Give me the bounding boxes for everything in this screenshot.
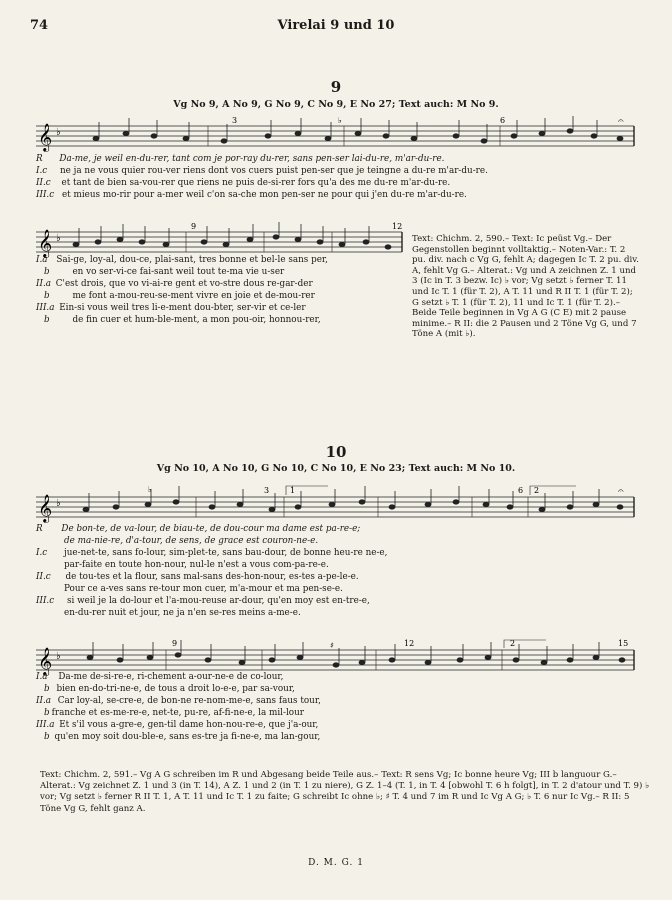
- svg-text:♭: ♭: [56, 233, 61, 244]
- lyric-text: de tou-tes et la flour, sans mal-sans des-hon-nour, es-tes a-pe-le-e.: [65, 572, 359, 582]
- lyric-text: par-faite en toute hon-nour, nul-le n'est a vous com-pa-re-e.: [64, 560, 329, 570]
- measure-number: 3: [232, 116, 238, 125]
- lyric-line: [36, 255, 406, 267]
- verse-label: III.a: [36, 303, 55, 313]
- piece-9-stanza-lyrics: [36, 255, 406, 327]
- verse-label: R: [36, 524, 43, 534]
- svg-text:♭: ♭: [338, 116, 342, 125]
- page-number: 74: [30, 18, 49, 33]
- verse-label: II.a: [36, 279, 51, 289]
- piece-9-sources: Vg No 9, A No 9, G No 9, C No 9, E No 27; Text auch: M No 9.: [173, 99, 499, 110]
- lyric-text: Da-me, je weil en-du-rer, tant com je por-ray du-rer, sans pen-ser lai-du-re, m'ar-du-re.: [59, 154, 445, 164]
- lyric-line: [36, 560, 646, 572]
- lyric-line: [36, 178, 646, 190]
- lyric-line: [36, 536, 646, 548]
- lyric-text: si weil je la do-lour et l'a-mou-reuse ar-dour, qu'en moy est en-tre-e,: [66, 596, 370, 606]
- lyric-text: et tant de bien sa-vou-rer que riens ne puis de-si-rer fors qu'a des me du-re m'ar-du-re.: [61, 178, 451, 188]
- verse-label: II.c: [36, 572, 51, 582]
- piece-10-footnote: Text: Chichm. 2, 591.– Vg A G schreiben im R und Abgesang beide Teile aus.– Text: R sens Vg; Ic bonne heure Vg; III b languour G.– Alterat.: Vg zeichnet Z. 1 und 3 (in T. 14), A Z. 1 und 2 (in T. 1 zu niere), G Z. 1–4 (T. 1, in T. 4 [obwohl T. 6 h folgt], in T. 2 d'atour und T. 9) ♭ vor; Vg setzt ♭ ferner R II T. 1, A T. 11 und Ic T. 1 zu faite; G schreibt Ic ohne ♭; ♯ T. 4 und 7 im R und Ic Vg A G; ♭ T. 6 nur Ic Vg.– R II: 5 Töne Vg G, fehlt ganz A.: [40, 770, 650, 814]
- lyric-line: [36, 267, 406, 279]
- lyric-text: Da-me de-si-re-e, ri-chement a-our-ne-e de co-lour,: [58, 672, 284, 682]
- verse-label: III.a: [36, 720, 55, 730]
- lyric-line: [36, 303, 406, 315]
- lyric-text: de ma-nie-re, d'a-tour, de sens, de grace est couron-ne-e.: [64, 536, 319, 546]
- measure-number: 1: [290, 486, 296, 495]
- lyric-text: jue-net-te, sans fo-lour, sim-plet-te, sans bau-dour, de bonne heu-re ne-e,: [64, 548, 388, 558]
- lyric-text: Et s'il vous a-gre-e, gen-til dame hon-nou-re-e, que j'a-our,: [59, 720, 319, 730]
- verse-label: I.c: [36, 166, 48, 176]
- lyric-line: [36, 720, 646, 732]
- lyric-text: en-du-rer nuit et jour, ne ja n'en se-res meins a-me-e.: [64, 608, 301, 618]
- svg-text:♯: ♯: [330, 641, 334, 650]
- piece-10-number: 10: [325, 443, 347, 461]
- lyric-line: [36, 291, 406, 303]
- piece-10-refrain-lyrics: [36, 524, 646, 620]
- printer-signature: D. M. G. 1: [308, 858, 364, 868]
- lyric-line: [36, 548, 646, 560]
- lyric-line: [36, 190, 646, 202]
- measure-number: 12: [392, 222, 403, 231]
- measure-number: 3: [264, 486, 270, 495]
- verse-label: III.c: [36, 190, 55, 200]
- lyric-text: Car loy-al, se-cre-e, de bon-ne re-nom-me-e, sans faus tour,: [57, 696, 321, 706]
- lyric-line: [36, 672, 646, 684]
- treble-clef-icon: 𝄞: [38, 123, 53, 151]
- lyric-text: de fin cuer et hum-ble-ment, a mon pou-oir, honnou-rer,: [72, 315, 321, 325]
- verse-label: b: [44, 732, 50, 742]
- piece-9-number: 9: [330, 78, 342, 96]
- svg-text:♭: ♭: [56, 651, 61, 662]
- lyric-text: Pour ce a-ves sans re-tour mon cuer, m'a-mour et ma pen-se-e.: [64, 584, 343, 594]
- lyric-text: et mieus mo-rir pour a-mer weil c'on sa-che mon pen-ser ne pour qui j'en du-re m'ar-du-re.: [61, 190, 467, 200]
- page-header: [0, 18, 672, 38]
- piece-9-critical-note: Text: Chichm. 2, 590.– Text: Ic peüst Vg.– Der Gegenstollen beginnt volltaktig.– Noten-Var.: T. 2 pu. div. nach c Vg G, fehlt A; dagegen Ic T. 2 pu. div. A, fehlt Vg G.– Alterat.: Vg und A zeichnen Z. 1 und 3 (Ic in T. 3 bezw. Ic) ♭ vor; Vg setzt ♭ ferner T. 11 und Ic T. 1 (für T. 2), A T. 11 und R II T. 1 (für T. 2); G setzt ♭ T. 1 (für T. 2), 11 und Ic T. 1 (für T. 2).– Beide Teile beginnen in Vg A G (C E) mit 2 pause minime.– R II: die 2 Pausen und 2 Töne Vg G, und 7 Töne A (mit ♭).: [412, 234, 639, 340]
- lyric-text: C'est drois, que vo vi-ai-re gent et vo-stre dous re-gar-der: [55, 279, 313, 289]
- lyric-text: bien en-do-tri-ne-e, de tous a droit lo-e-e, par sa-vour,: [56, 684, 295, 694]
- lyric-line: [36, 708, 646, 720]
- lyric-line: [36, 608, 646, 620]
- lyric-line: [36, 524, 646, 536]
- svg-text:♭: ♭: [56, 127, 61, 138]
- svg-text:♭: ♭: [148, 485, 152, 494]
- treble-clef-icon: 𝄞: [38, 494, 53, 522]
- verse-label: R: [36, 154, 43, 164]
- lyric-text: Sai-ge, loy-al, dou-ce, plai-sant, tres bonne et bel-le sans per,: [56, 255, 328, 265]
- treble-clef-icon: 𝄞: [38, 647, 53, 675]
- lyric-line: [36, 684, 646, 696]
- verse-label: b: [44, 267, 50, 277]
- lyric-line: [36, 154, 646, 166]
- lyric-text: en vo ser-vi-ce fai-sant weil tout te-ma vie u-ser: [72, 267, 285, 277]
- verse-label: I.c: [36, 548, 48, 558]
- lyric-line: [36, 315, 406, 327]
- verse-label: b: [44, 315, 50, 325]
- verse-label: I.a: [36, 255, 48, 265]
- measure-number: 6: [518, 486, 524, 495]
- piece-9-refrain-lyrics: [36, 154, 646, 202]
- lyric-line: [36, 584, 646, 596]
- treble-clef-icon: 𝄞: [38, 229, 53, 257]
- verse-label: II.c: [36, 178, 51, 188]
- svg-text:♭: ♭: [56, 498, 61, 509]
- lyric-text: ne ja ne vous quier rou-ver riens dont vos cuers puist pen-ser que je teingne a du-re m'ar-du-re.: [60, 166, 488, 176]
- verse-label: b: [44, 708, 50, 718]
- svg-text:𝄐: 𝄐: [618, 486, 624, 497]
- lyric-text: Ein-si vous weil tres li-e-ment dou-bter, ser-vir et ce-ler: [59, 303, 306, 313]
- measure-number: 15: [618, 639, 629, 648]
- lyric-line: [36, 696, 646, 708]
- lyric-line: [36, 732, 646, 744]
- lyric-line: [36, 279, 406, 291]
- verse-label: II.a: [36, 696, 51, 706]
- lyric-text: me font a-mou-reu-se-ment vivre en joie et de-mou-rer: [72, 291, 315, 301]
- piece-10-staff-1: [36, 480, 636, 524]
- lyric-text: franche et es-me-re-e, net-te, pu-re, af-fi-ne-e, la mil-lour: [51, 708, 304, 718]
- verse-label: b: [44, 291, 50, 301]
- verse-label: I.a: [36, 672, 48, 682]
- measure-number: 6: [500, 116, 506, 125]
- running-title: Virelai 9 und 10: [277, 18, 395, 33]
- measure-number: 2: [510, 639, 516, 648]
- lyric-line: [36, 166, 646, 178]
- measure-number: 9: [172, 639, 178, 648]
- measure-number: 2: [534, 486, 540, 495]
- lyric-line: [36, 596, 646, 608]
- verse-label: III.c: [36, 596, 55, 606]
- lyric-line: [36, 572, 646, 584]
- lyric-text: De bon-te, de va-lour, de biau-te, de dou-cour ma dame est pa-re-e;: [61, 524, 361, 534]
- measure-number: 12: [404, 639, 415, 648]
- lyric-text: qu'en moy soit dou-ble-e, sans es-tre ja fi-ne-e, ma lan-gour,: [54, 732, 321, 742]
- svg-text:𝄐: 𝄐: [618, 116, 624, 127]
- piece-10-sources: Vg No 10, A No 10, G No 10, C No 10, E No 23; Text auch: M No 10.: [156, 463, 516, 474]
- piece-10-stanza-lyrics: [36, 672, 646, 744]
- measure-number: 9: [191, 222, 197, 231]
- verse-label: b: [44, 684, 50, 694]
